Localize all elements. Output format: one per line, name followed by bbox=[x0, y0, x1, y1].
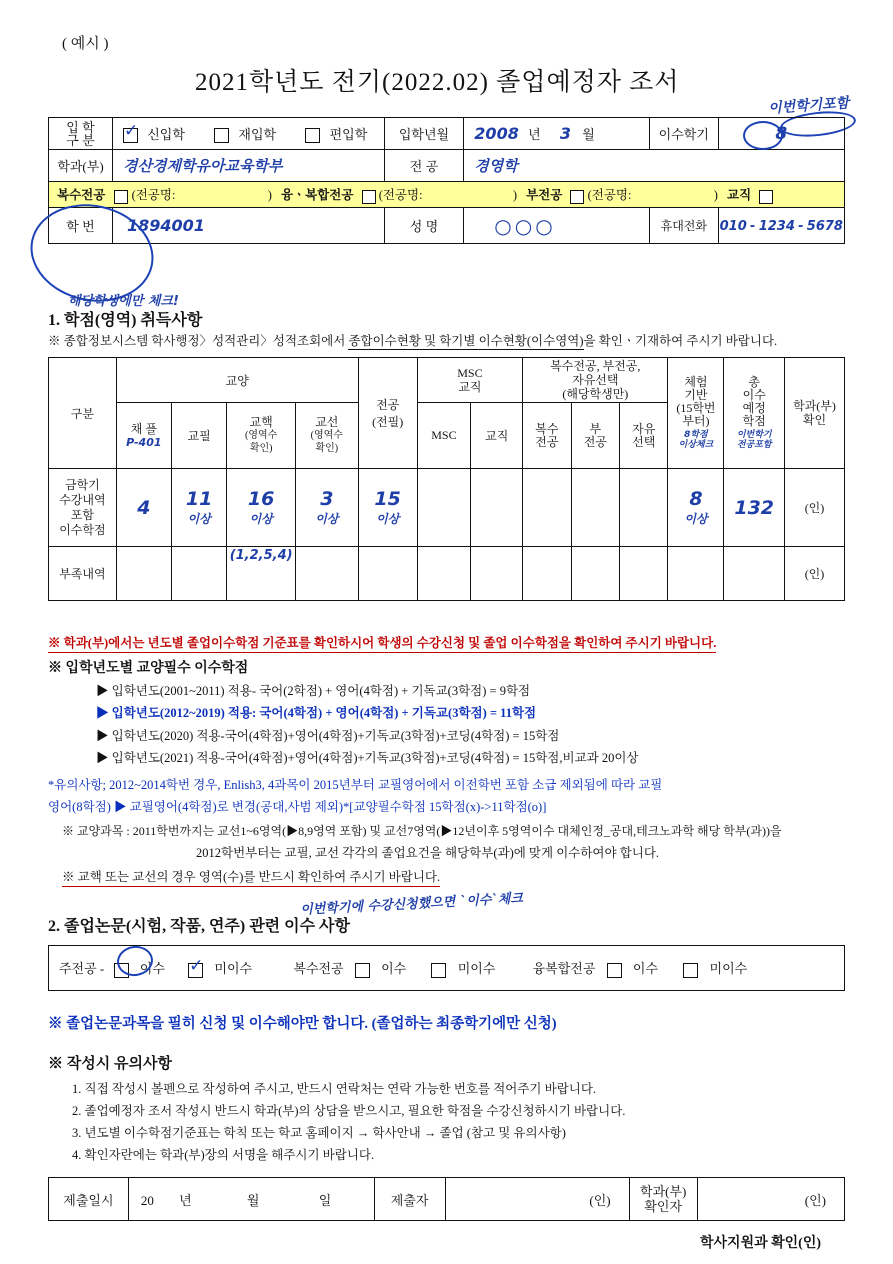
checkbox-main-not-completed[interactable] bbox=[188, 955, 204, 978]
option-label-readmission: 재입학 bbox=[238, 126, 277, 142]
credit-row2-core[interactable]: (1,2,5,4) bbox=[227, 547, 296, 601]
phone-dash-2: - bbox=[798, 218, 804, 234]
credit-sub-double: 복수 전공 bbox=[523, 403, 571, 469]
credit-row2-experience[interactable] bbox=[668, 547, 724, 601]
option-readmission[interactable] bbox=[214, 127, 279, 142]
option-transfer[interactable] bbox=[305, 127, 367, 142]
checkbox-double-completed[interactable] bbox=[355, 963, 370, 978]
dept-value bbox=[112, 150, 384, 182]
admission-type-label: 입 학 구 분 bbox=[49, 118, 113, 150]
credit-sub-elective: 교선 (영역수 확인) bbox=[295, 403, 358, 469]
hand-note-top-right: 이번학기포함 bbox=[767, 95, 850, 117]
checkbox-convergence-not-completed[interactable] bbox=[683, 963, 698, 978]
minor-label: 부전공 bbox=[526, 188, 563, 203]
special-major-row bbox=[49, 182, 845, 208]
credit-sub-chapel: 채 플 P-401 bbox=[116, 403, 171, 469]
bullet-2020: ▶ 입학년도(2020) 적용-국어(4학점)+영어(4학점)+기독교(3학점)+코딩(4학점) = 15학점 bbox=[96, 729, 560, 743]
bullet-2021: ▶ 입학년도(2021) 적용-국어(4학점)+영어(4학점)+기독교(3학점)+코딩(4학점) = 15학점,비교과 20이상 bbox=[96, 751, 639, 765]
liberal-required-heading: ※ 입학년도별 교양필수 이수학점 bbox=[48, 661, 249, 676]
admission-type-options bbox=[112, 118, 384, 150]
teaching-label: 교직 bbox=[727, 188, 752, 203]
month-unit-footer: 월 bbox=[246, 1192, 260, 1208]
section3-heading: ※ 작성시 유의사항 bbox=[48, 1056, 172, 1072]
confirmer-seal: (인) bbox=[697, 1178, 844, 1221]
double-major-close: ) bbox=[267, 188, 272, 203]
bullet-2001-2011: ▶ 입학년도(2001~2011) 적용- 국어(2학점) + 영어(4학점) + 기독교(3학점) = 9학점 bbox=[96, 684, 531, 698]
minor-name-label: (전공명: bbox=[587, 188, 632, 203]
credit-group-liberal: 교양 bbox=[116, 358, 358, 403]
credit-cell-free[interactable] bbox=[620, 469, 668, 547]
section3-item-1: 1. 직접 작성시 볼펜으로 작성하여 주시고, 반드시 연락처는 연락 가능한 번호를 적어주기 바랍니다. bbox=[72, 1082, 597, 1096]
phone-value bbox=[718, 208, 844, 244]
thesis-options-cell bbox=[49, 946, 845, 991]
major-label: 전 공 bbox=[384, 150, 464, 182]
footer-table bbox=[48, 1177, 845, 1221]
credit-row2-msc[interactable] bbox=[417, 547, 471, 601]
example-mark: ( 예시 ) bbox=[62, 36, 109, 52]
credit-col-experience: 체험 기반 (15학번 부터) 8학점 이상체크 bbox=[668, 358, 724, 469]
thesis-blue-notice: ※ 졸업논문과목을 필히 신청 및 이수해야만 합니다. (졸업하는 최종학기에만 신청) bbox=[48, 1016, 557, 1032]
semesters-value bbox=[718, 118, 844, 150]
credit-cell-elective[interactable]: 3 이상 bbox=[295, 469, 358, 547]
phone-part-3: 5678 bbox=[806, 218, 843, 234]
credit-row2-elective[interactable] bbox=[295, 547, 358, 601]
section3-item-2: 2. 졸업예정자 조서 작성시 반드시 학과(부)의 상담을 받으시고, 필요한 학점을 수강신청하시기 바랍니다. bbox=[72, 1104, 626, 1118]
enroll-date-label: 입학년월 bbox=[384, 118, 464, 150]
section3-item-4: 4. 확인자란에는 학과(부)장의 서명을 해주시기 바랍니다. bbox=[72, 1148, 375, 1162]
checkbox-minor[interactable] bbox=[570, 190, 584, 204]
credit-row2-required[interactable] bbox=[171, 547, 226, 601]
section1-heading: 1. 학점(영역) 취득사항 bbox=[48, 312, 203, 329]
submit-date-value[interactable] bbox=[128, 1178, 374, 1221]
credit-row2-double[interactable] bbox=[523, 547, 571, 601]
credit-row2-free[interactable] bbox=[620, 547, 668, 601]
option-new-admission[interactable] bbox=[123, 121, 188, 142]
credit-group-major: 전공 (전필) bbox=[358, 358, 417, 469]
credit-cell-msc[interactable] bbox=[417, 469, 471, 547]
name-label: 성 명 bbox=[384, 208, 464, 244]
credit-row2-chapel[interactable] bbox=[116, 547, 171, 601]
liberal-course-line-3: ※ 교핵 또는 교선의 경우 영역(수)를 반드시 확인하여 주시기 바랍니다. bbox=[62, 867, 440, 887]
student-no-label: 학 번 bbox=[49, 208, 113, 244]
checkbox-double-not-completed[interactable] bbox=[431, 963, 446, 978]
confirmer-label: 학과(부) 확인자 bbox=[629, 1178, 697, 1221]
convergence-name-label: (전공명: bbox=[378, 188, 423, 203]
option-label-new: 신입학 bbox=[147, 126, 185, 142]
hand-note-student: 해당학생에만 체크! bbox=[68, 294, 179, 309]
credit-row2-teaching[interactable] bbox=[471, 547, 523, 601]
checkbox-readmission[interactable] bbox=[214, 128, 229, 143]
year-unit: 년 bbox=[528, 127, 541, 142]
section3-item-3: 3. 년도별 이수학점기준표는 학칙 또는 학교 홈페이지 → 학사안내 → 졸업 (참고 및 유의사항) bbox=[72, 1126, 566, 1140]
caution-line-1: *유의사항; 2012~2014학번 경우, Enlish3, 4과목이 2015년부터 교필영어에서 이전학번 포함 소급 제외됨에 따라 교필 bbox=[48, 778, 663, 792]
label-main-completed: 이수 bbox=[139, 961, 165, 977]
section1-note: ※ 종합정보시스템 학사행정〉성적관리〉성적조회에서 종합이수현황 및 학기별 이수현황(이수영역)을 확인ㆍ기재하여 주시기 바랍니다. bbox=[48, 331, 858, 350]
checkbox-teaching[interactable] bbox=[759, 190, 773, 204]
section2-heading: 2. 졸업논문(시험, 작품, 연주) 관련 이수 사항 bbox=[48, 918, 350, 935]
semesters-hand: 8 bbox=[775, 123, 788, 144]
credit-row2-total[interactable] bbox=[724, 547, 785, 601]
credit-cell-minor[interactable] bbox=[571, 469, 619, 547]
footer-note: 학사지원과 확인(인) bbox=[700, 1236, 822, 1251]
credit-cell-confirm: (인) bbox=[784, 469, 844, 547]
credit-col-division: 구분 bbox=[49, 358, 117, 469]
convergence-close: ) bbox=[512, 188, 517, 203]
credit-cell-double[interactable] bbox=[523, 469, 571, 547]
phone-part-1: 010 bbox=[719, 218, 747, 234]
double-major-label: 복수전공 bbox=[57, 188, 106, 203]
enroll-date-value bbox=[464, 118, 650, 150]
label-main-not-completed: 미이수 bbox=[214, 961, 253, 977]
submit-date-label: 제출일시 bbox=[49, 1178, 129, 1221]
year-prefix: 20 bbox=[140, 1192, 154, 1208]
check-mark-icon: ✓ bbox=[189, 955, 204, 976]
checkbox-double-major[interactable] bbox=[114, 190, 128, 204]
label-double-major: 복수전공 bbox=[293, 961, 344, 977]
name-hand: ○○○ bbox=[494, 213, 556, 238]
red-notice: ※ 학과(부)에서는 년도별 졸업이수학점 기준표를 확인하시어 학생의 수강신청 및 졸업 이수학점을 확인하여 주시기 바랍니다. bbox=[48, 633, 716, 653]
credit-cell-total[interactable]: 132 bbox=[724, 469, 785, 547]
hand-note-exp-base: 8학점 이상체크 bbox=[678, 430, 714, 450]
hand-note-credit-basis: P-401 bbox=[126, 435, 162, 449]
credit-row2-minor[interactable] bbox=[571, 547, 619, 601]
checkbox-convergence[interactable] bbox=[362, 190, 376, 204]
page-title: 2021학년도 전기(2022.02) 졸업예정자 조서 bbox=[195, 69, 680, 96]
label-convergence-not-completed: 미이수 bbox=[709, 961, 748, 977]
credit-sub-teaching: 교직 bbox=[471, 403, 523, 469]
credit-cell-core[interactable]: 16 이상 bbox=[227, 469, 296, 547]
double-major-name-label: (전공명: bbox=[131, 188, 176, 203]
credit-cell-major[interactable]: 15 이상 bbox=[358, 469, 417, 547]
dept-hand: 경산경제학유아교육학부 bbox=[122, 157, 283, 175]
credit-row1-label: 금학기 수강내역 포함 이수학점 bbox=[49, 469, 117, 547]
credit-row2-major[interactable] bbox=[358, 547, 417, 601]
enroll-month-hand: 3 bbox=[559, 124, 572, 143]
liberal-course-line-2: 2012학번부터는 교필, 교선 각각의 졸업요건을 해당학부(과)에 맞게 이수하여야 합니다. bbox=[196, 846, 660, 860]
month-unit: 월 bbox=[582, 127, 595, 142]
name-value bbox=[464, 208, 650, 244]
option-label-transfer: 편입학 bbox=[329, 126, 368, 142]
credit-sub-msc: MSC bbox=[417, 403, 471, 469]
credit-sub-free: 자유 선택 bbox=[620, 403, 668, 469]
credit-cell-required[interactable]: 11 이상 bbox=[171, 469, 226, 547]
credit-cell-teaching[interactable] bbox=[471, 469, 523, 547]
label-double-completed: 이수 bbox=[381, 961, 407, 977]
phone-label: 휴대전화 bbox=[649, 208, 718, 244]
major-value bbox=[464, 150, 845, 182]
bullet-2012-2019: ▶ 입학년도(2012~2019) 적용: 국어(4학점) + 영어(4학점) + 기독교(3학점) = 11학점 bbox=[96, 706, 537, 720]
credit-table bbox=[48, 357, 845, 601]
hand-ellipse-semesters bbox=[743, 121, 783, 150]
credit-group-msc: MSC 교직 bbox=[417, 358, 523, 403]
student-no-value bbox=[112, 208, 384, 244]
student-no-hand: 1894001 bbox=[126, 216, 205, 235]
credit-col-confirm: 학과(부) 확인 bbox=[784, 358, 844, 469]
credit-row2-confirm: (인) bbox=[784, 547, 844, 601]
info-table bbox=[48, 117, 845, 244]
checkbox-convergence-completed[interactable] bbox=[607, 963, 622, 978]
convergence-label: 융ㆍ복합전공 bbox=[280, 188, 354, 203]
enroll-year-hand: 2008 bbox=[474, 124, 519, 143]
submitter-label: 제출자 bbox=[374, 1178, 445, 1221]
liberal-course-line-1: ※ 교양과목 : 2011학번까지는 교선1~6영역(▶8,9영역 포함) 및 교선7영역(▶12년이후 5영역이수 대체인정_공대,테크노과학 해당 학부(과))을 bbox=[62, 824, 782, 838]
label-convergence: 융복합전공 bbox=[532, 961, 596, 977]
dept-label: 학과(부) bbox=[49, 150, 113, 182]
credit-col-total: 총 이수 예정 학점 이번학기 전공포함 bbox=[724, 358, 785, 469]
minor-close: ) bbox=[713, 188, 718, 203]
credit-sub-minor: 부 전공 bbox=[571, 403, 619, 469]
major-hand: 경영학 bbox=[474, 157, 518, 175]
hand-note-total: 이번학기 전공포함 bbox=[736, 430, 772, 450]
thesis-table bbox=[48, 945, 845, 991]
day-unit-footer: 일 bbox=[318, 1192, 332, 1208]
check-mark-icon: ✓ bbox=[123, 121, 139, 142]
caution-line-2: 영어(8학점) ▶ 교필영어(4학점)로 변경(공대,사범 제외)*[교양필수학점 15학점(x)->11학점(o)] bbox=[48, 800, 547, 814]
year-unit-footer: 년 bbox=[179, 1192, 192, 1208]
hand-note-thesis: 이번학기에 수강신청했으면 `이수`체크 bbox=[299, 891, 524, 918]
label-convergence-completed: 이수 bbox=[632, 961, 659, 977]
checkbox-new-admission[interactable] bbox=[123, 121, 139, 143]
submitter-seal: (인) bbox=[445, 1178, 629, 1221]
credit-cell-experience[interactable]: 8 이상 bbox=[668, 469, 724, 547]
credit-row2-label: 부족내역 bbox=[49, 547, 117, 601]
semesters-label: 이수학기 bbox=[649, 118, 718, 150]
phone-dash-1: - bbox=[750, 218, 756, 234]
credit-cell-chapel[interactable]: 4 bbox=[116, 469, 171, 547]
checkbox-transfer[interactable] bbox=[305, 128, 320, 143]
credit-sub-required: 교필 bbox=[171, 403, 226, 469]
label-double-not-completed: 미이수 bbox=[457, 961, 496, 977]
main-major-label: 주전공 - bbox=[59, 961, 105, 977]
credit-group-extra: 복수전공, 부전공, 자유선택 (해당학생만) bbox=[523, 358, 668, 403]
phone-part-2: 1234 bbox=[758, 218, 795, 234]
credit-sub-core: 교핵 (영역수 확인) bbox=[227, 403, 296, 469]
